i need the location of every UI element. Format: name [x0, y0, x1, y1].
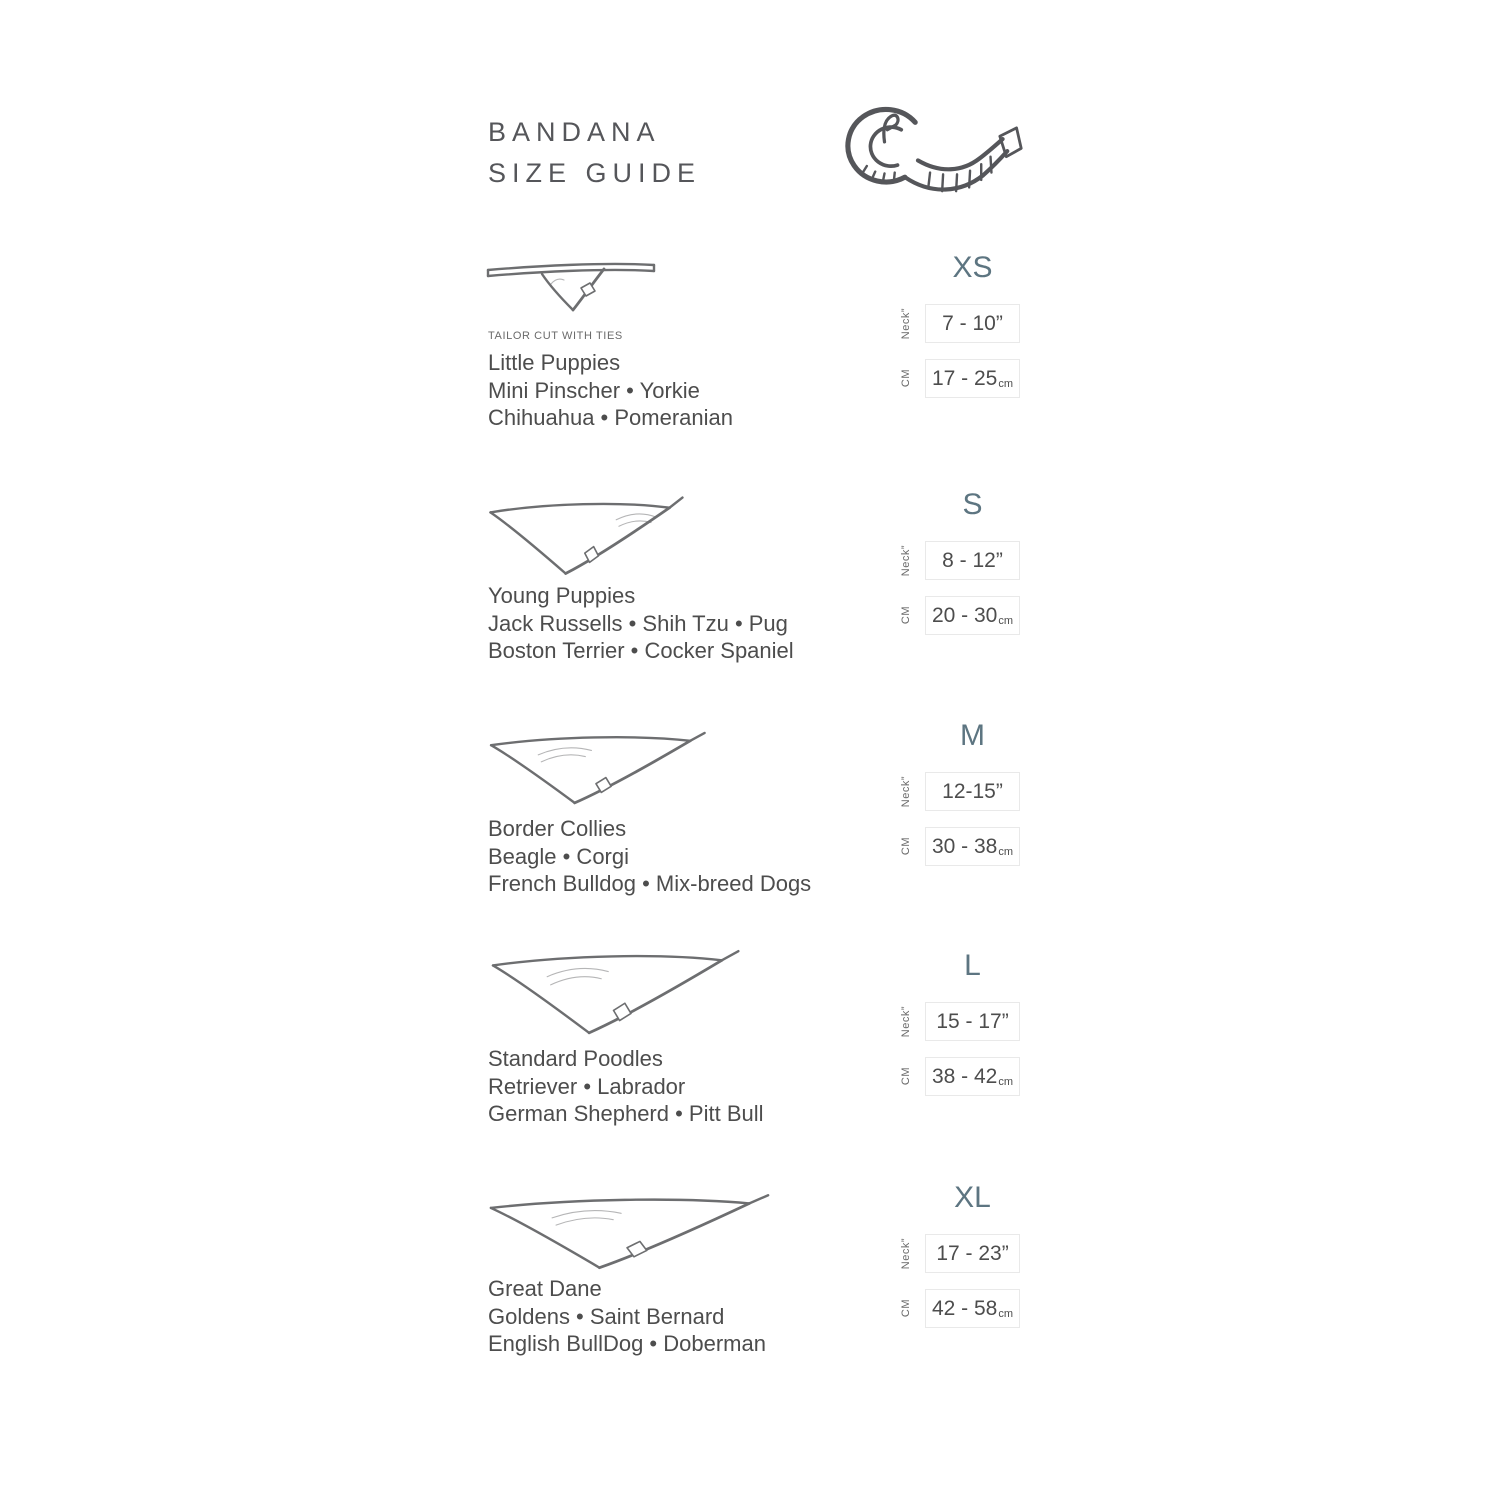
size-description [488, 349, 733, 432]
breeds-line: Retriever • Labrador [488, 1073, 686, 1099]
measurements [900, 487, 1030, 635]
neck-inches-value: 8 - 12” [942, 548, 1003, 572]
size-section-m [480, 718, 1050, 950]
neck-inches-box [925, 541, 1020, 580]
size-description [488, 1275, 766, 1358]
neck-inches-value: 15 - 17” [936, 1009, 1009, 1033]
audience-line: Standard Poodles [488, 1046, 663, 1071]
bandana-s-illustration [485, 492, 690, 580]
size-code: L [964, 949, 981, 982]
cm-unit: cm [998, 377, 1014, 390]
neck-cm-box [925, 827, 1020, 866]
breeds-line: Beagle • Corgi [488, 843, 630, 869]
breeds-line: Boston Terrier • Cocker Spaniel [488, 638, 794, 663]
neck-cm-box [925, 359, 1020, 398]
cm-label: CM [900, 1299, 912, 1318]
bandana-l-illustration [486, 943, 748, 1040]
bandana-xs-illustration [485, 258, 657, 313]
measurements [900, 250, 1030, 398]
audience-line: Little Puppies [488, 350, 621, 375]
cm-unit: cm [998, 1307, 1014, 1320]
size-section-l [480, 940, 1050, 1172]
bandana-xl-illustration [483, 1188, 779, 1274]
cm-label: CM [900, 837, 912, 856]
page-title [488, 112, 701, 194]
neck-label: Neck” [900, 1237, 912, 1270]
neck-inches-box [925, 1234, 1020, 1273]
size-description [488, 582, 794, 665]
neck-label: Neck” [900, 307, 912, 340]
size-section-xs [480, 250, 1050, 482]
size-description [488, 1045, 764, 1128]
measurements [900, 718, 1030, 866]
bandana-m-illustration [485, 726, 713, 809]
size-code: S [962, 488, 983, 521]
size-section-s [480, 487, 1050, 719]
page-title-line2: SIZE GUIDE [488, 158, 702, 188]
cm-unit: cm [998, 614, 1014, 627]
measurements [900, 948, 1030, 1096]
neck-inches-value: 7 - 10” [942, 311, 1003, 335]
breeds-line: Goldens • Saint Bernard [488, 1303, 725, 1329]
neck-cm-value: 42 - 58 [931, 1296, 998, 1320]
neck-inches-value: 17 - 23” [936, 1241, 1009, 1265]
audience-line: Border Collies [488, 816, 627, 841]
cm-label: CM [900, 606, 912, 625]
neck-inches-box [925, 772, 1020, 811]
neck-inches-box [925, 1002, 1020, 1041]
neck-inches-value: 12-15” [942, 779, 1003, 803]
page-title-line1: BANDANA [488, 117, 661, 147]
cm-unit: cm [998, 1075, 1014, 1088]
neck-label: Neck” [900, 775, 912, 808]
cm-unit: cm [998, 845, 1014, 858]
neck-cm-value: 20 - 30 [931, 603, 998, 627]
size-code: XS [952, 251, 993, 284]
measuring-tape-icon [838, 96, 1024, 210]
neck-inches-box [925, 304, 1020, 343]
breeds-line: Mini Pinscher • Yorkie [488, 377, 700, 403]
neck-cm-box [925, 596, 1020, 635]
cm-label: CM [900, 1067, 912, 1086]
size-code: M [960, 719, 985, 752]
neck-cm-value: 38 - 42 [931, 1064, 998, 1088]
neck-cm-box [925, 1057, 1020, 1096]
audience-line: Young Puppies [488, 583, 636, 608]
neck-cm-value: 30 - 38 [931, 834, 998, 858]
audience-line: Great Dane [488, 1276, 602, 1301]
size-section-xl [480, 1180, 1050, 1412]
breeds-line: Chihuahua • Pomeranian [488, 405, 733, 430]
neck-label: Neck” [900, 1005, 912, 1038]
breeds-line: English BullDog • Doberman [488, 1331, 766, 1356]
size-description [488, 815, 811, 898]
breeds-line: Jack Russells • Shih Tzu • Pug [488, 610, 788, 636]
neck-cm-box [925, 1289, 1020, 1328]
neck-label: Neck” [900, 544, 912, 577]
cm-label: CM [900, 369, 912, 388]
neck-cm-value: 17 - 25 [931, 366, 998, 390]
cut-note: TAILOR CUT WITH TIES [488, 330, 623, 342]
measurements [900, 1180, 1030, 1328]
breeds-line: French Bulldog • Mix-breed Dogs [488, 871, 812, 896]
breeds-line: German Shepherd • Pitt Bull [488, 1101, 764, 1126]
size-code: XL [954, 1181, 991, 1214]
